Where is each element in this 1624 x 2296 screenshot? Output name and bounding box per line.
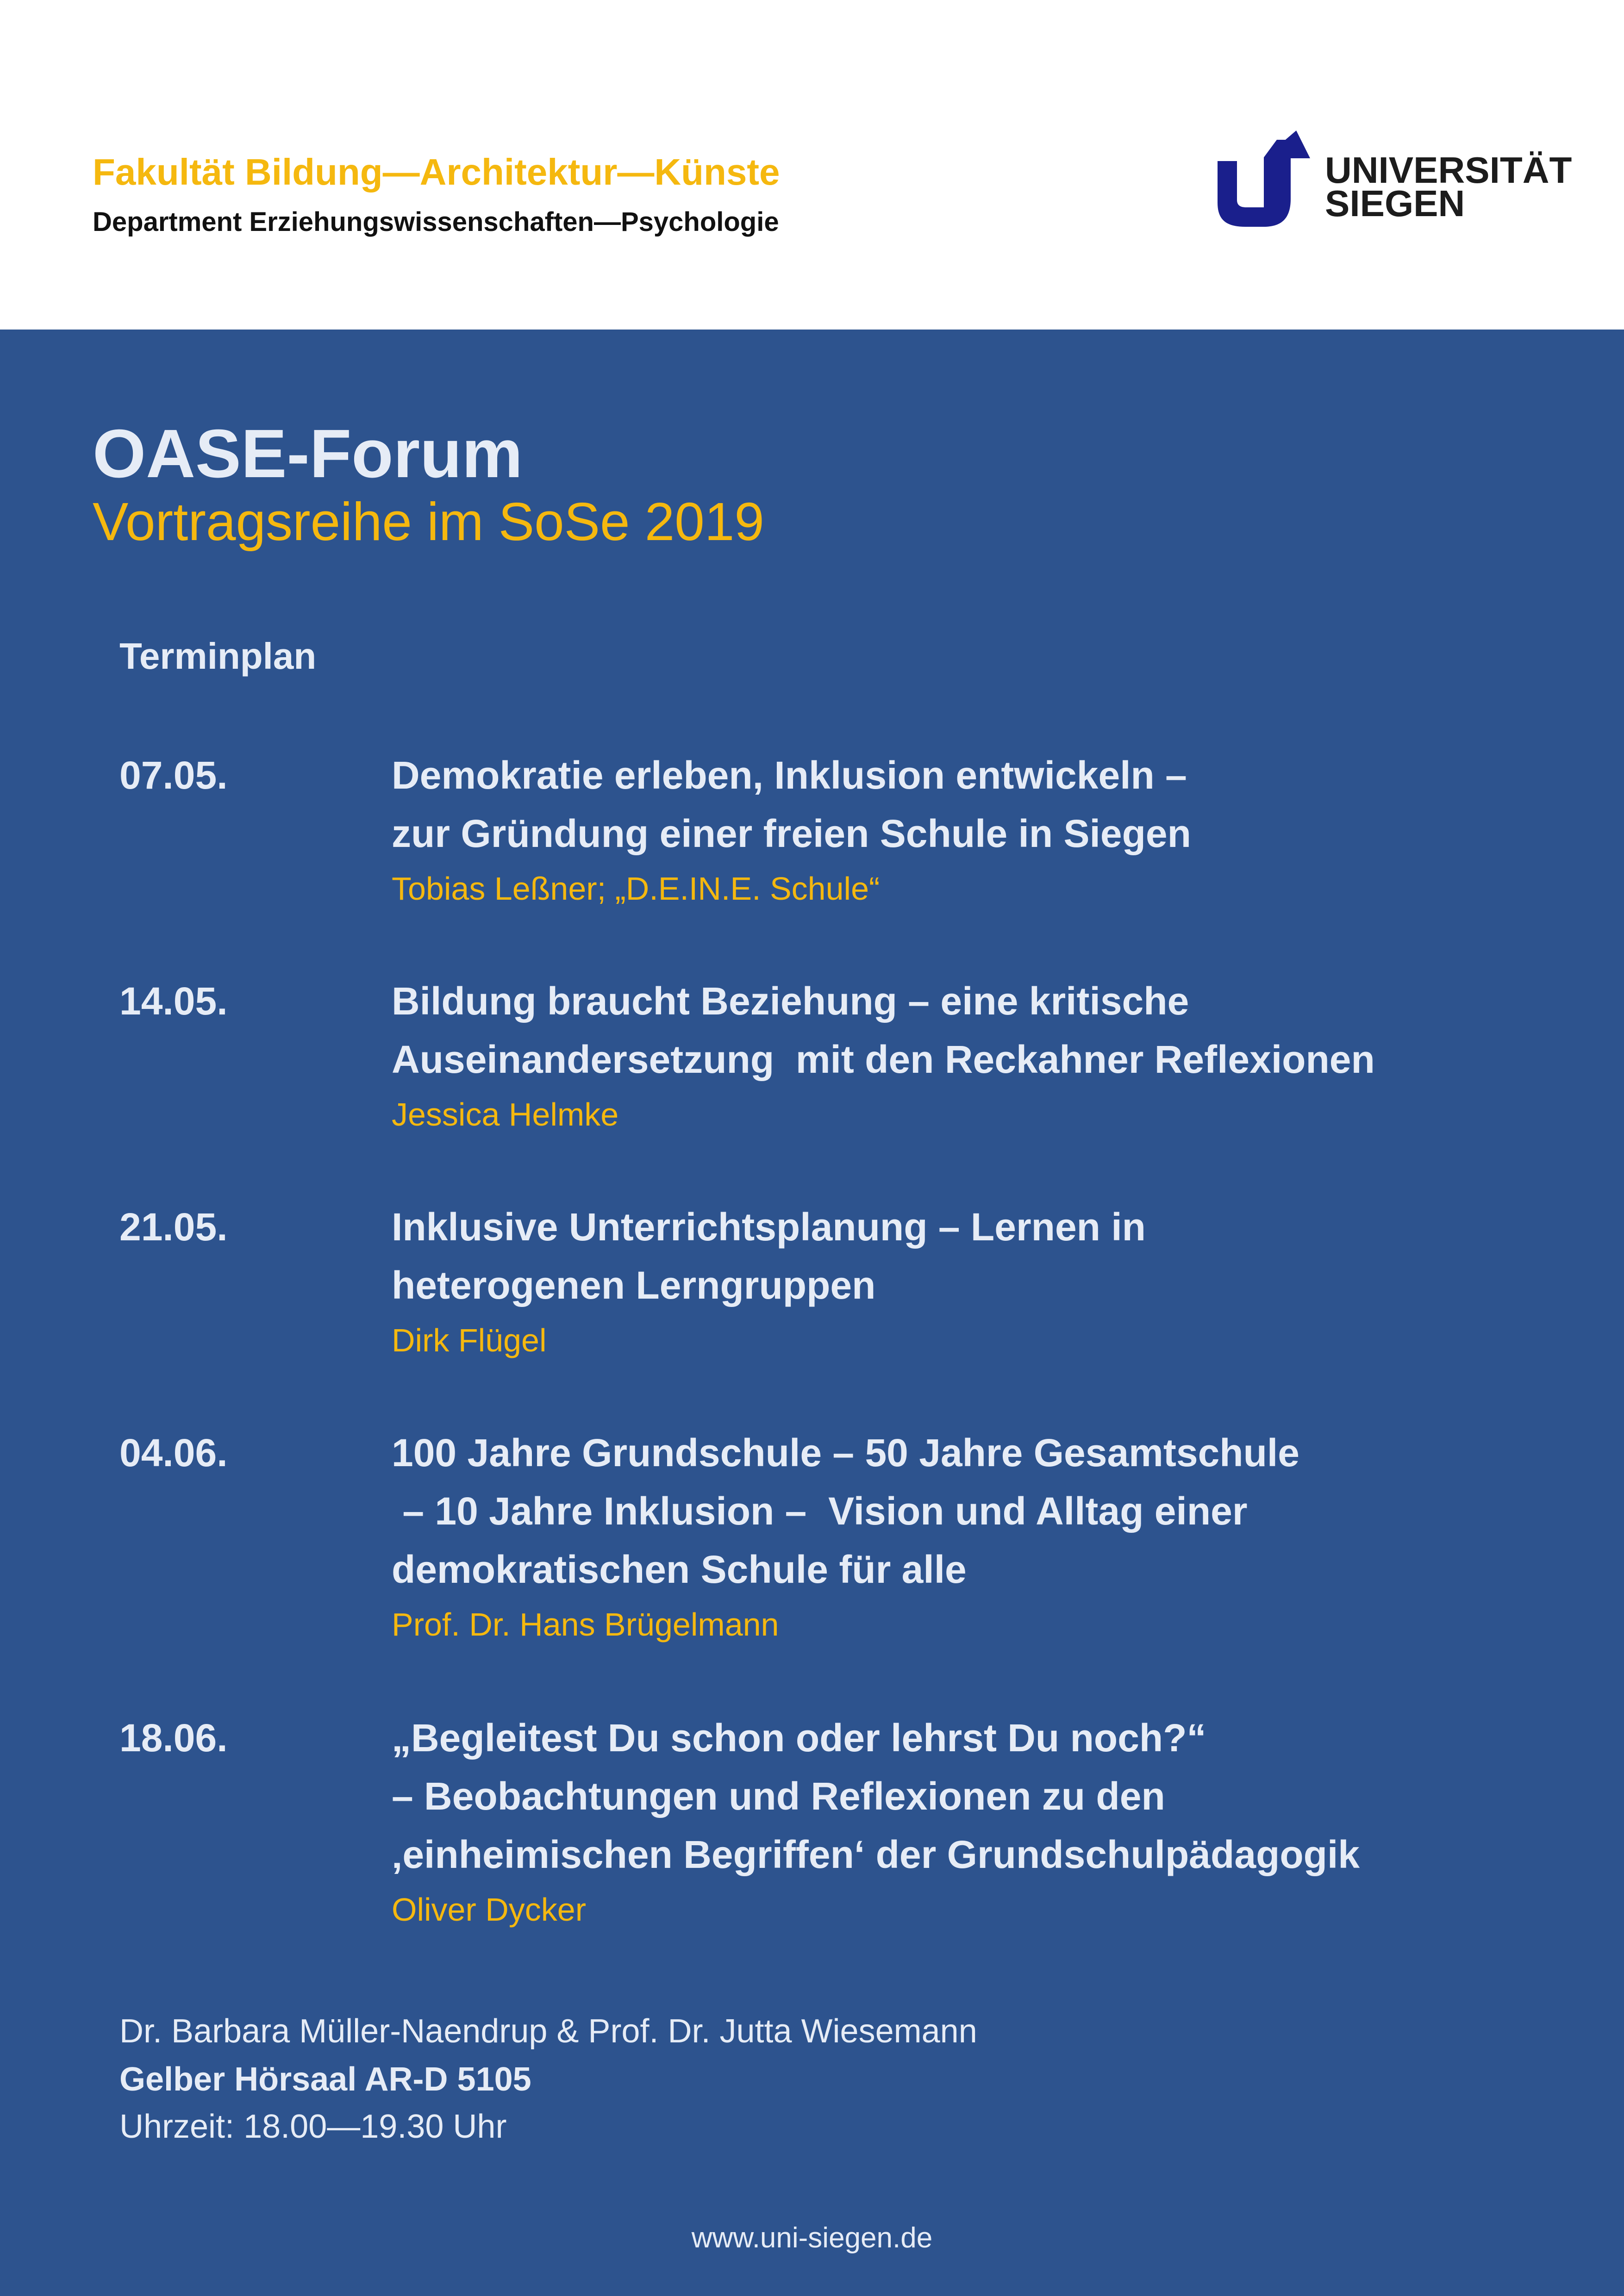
website-link[interactable]: www.uni-siegen.de <box>691 2222 933 2254</box>
event-date: 21.05. <box>119 1205 228 1249</box>
event-date: 04.06. <box>119 1431 228 1475</box>
event-title-line: 100 Jahre Grundschule – 50 Jahre Gesamtschule <box>392 1431 1299 1475</box>
event-title-line: Bildung braucht Beziehung – eine kritische <box>392 979 1189 1023</box>
poster-header <box>0 0 1624 330</box>
event-title-line: Inklusive Unterrichtsplanung – Lernen in <box>392 1205 1146 1249</box>
faculty-name: Fakultät Bildung—Architektur—Künste <box>93 151 780 193</box>
event-speaker: Oliver Dycker <box>392 1892 587 1928</box>
event-title-line: Demokratie erleben, Inklusion entwickeln – <box>392 753 1187 797</box>
university-logo[interactable] <box>1218 130 1572 231</box>
event-details <box>392 1424 1549 1649</box>
event-speaker: Jessica Helmke <box>392 1096 619 1132</box>
event-title-line: ‚einheimischen Begriffen‘ der Grundschulpädagogik <box>392 1833 1360 1876</box>
organizers: Dr. Barbara Müller-Naendrup & Prof. Dr. Jutta Wiesemann <box>119 2013 977 2050</box>
department-name: Department Erziehungswissenschaften—Psychologie <box>93 207 779 237</box>
lecture-time: Uhrzeit: 18.00—19.30 Uhr <box>119 2108 507 2145</box>
event-title-line: Auseinandersetzung mit den Reckahner Reflexionen <box>392 1038 1375 1081</box>
university-siegen-logo-icon <box>1218 130 1310 227</box>
event-details <box>392 972 1549 1139</box>
page-title: OASE-Forum <box>93 416 523 492</box>
logo-line-2: SIEGEN <box>1325 183 1465 224</box>
event-title-line: demokratischen Schule für alle <box>392 1548 967 1591</box>
event-speaker: Prof. Dr. Hans Brügelmann <box>392 1606 779 1643</box>
event-speaker: Tobias Leßner; „D.E.IN.E. Schule“ <box>392 871 880 907</box>
event-title-line: – Beobachtungen und Reflexionen zu den <box>392 1774 1165 1818</box>
event-title-line: heterogenen Lerngruppen <box>392 1263 876 1307</box>
logo-wordmark <box>1325 149 1572 224</box>
event-details <box>392 746 1549 913</box>
logo-line-1: UNIVERSITÄT <box>1325 149 1572 191</box>
event-title-line: „Begleitest Du schon oder lehrst Du noch?“ <box>392 1716 1206 1760</box>
event-date: 18.06. <box>119 1716 228 1760</box>
event-title-line: zur Gründung einer freien Schule in Siegen <box>392 812 1191 855</box>
event-details <box>392 1709 1549 1934</box>
lecture-room: Gelber Hörsaal AR-D 5105 <box>119 2061 531 2098</box>
schedule-heading: Terminplan <box>119 635 317 677</box>
event-date: 07.05. <box>119 753 228 797</box>
event-details <box>392 1198 1549 1364</box>
event-speaker: Dirk Flügel <box>392 1322 547 1358</box>
page-subtitle: Vortragsreihe im SoSe 2019 <box>93 492 764 552</box>
event-date: 14.05. <box>119 979 228 1023</box>
event-title-line: – 10 Jahre Inklusion – Vision und Alltag einer <box>392 1489 1248 1533</box>
